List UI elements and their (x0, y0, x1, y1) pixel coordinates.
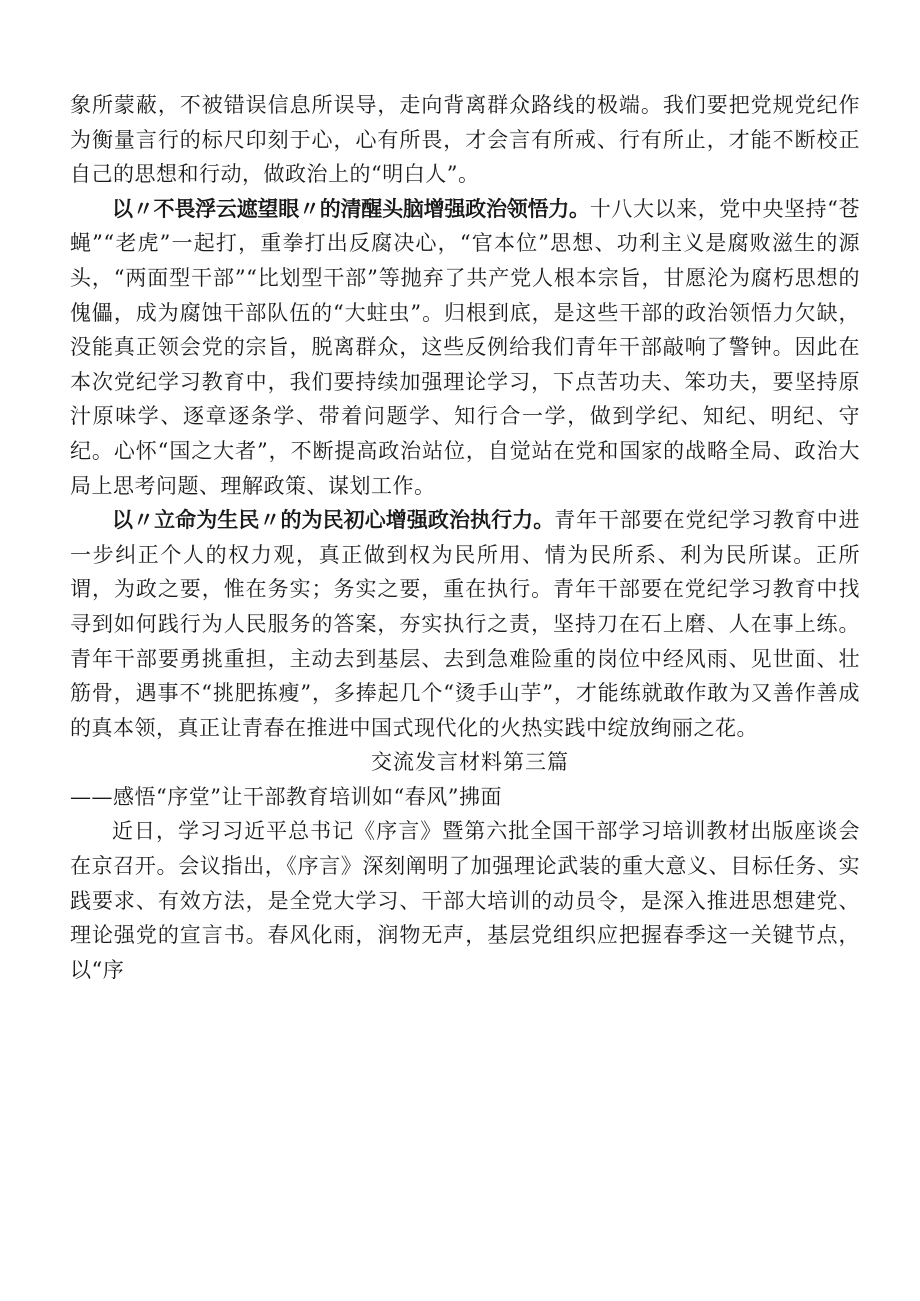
paragraph-text: 象所蒙蔽，不被错误信息所误导，走向背离群众路线的极端。我们要把党规党纪作为衡量言行的标尺印刻于心，心有所畏，才会言有所戒、行有所止，才能不断校正自己的思想和行动，做政治上的“明白人”。 (70, 93, 860, 187)
paragraph-political-execution (70, 503, 860, 745)
paragraph-final (70, 814, 860, 987)
section-subtitle: ——感悟“序堂”让干部教育培训如“春风”拂面 (70, 784, 502, 809)
section-title: 交流发言材料第三篇 (371, 750, 569, 775)
paragraph-text: 青年干部要在党纪学习教育中进一步纠正个人的权力观，真正做到权为民所用、情为民所系、利为民所谋。正所谓，为政之要，惟在务实；务实之要，重在执行。青年干部要在党纪学习教育中找寻到如何践行为人民服务的答案，夯实执行之责，坚持刀在石上磨、人在事上练。青年干部要勇挑重担，主动去到基层、去到急难险重的岗位中经风雨、见世面、壮筋骨，遇事不“挑肥拣瘦”，多捧起几个“烫手山芋”，才能练就敢作敢为又善作善成的真本领，真正让青春在推进中国式现代化的火热实践中绽放绚丽之花。 (70, 508, 860, 740)
paragraph-lead-heading: 以〃不畏浮云遮望眼〃的清醒头脑增强政治领悟力。 (112, 196, 590, 221)
paragraph-lead-heading: 以〃立命为生民〃的为民初心增强政治执行力。 (112, 508, 555, 533)
paragraph-text: 近日，学习习近平总书记《序言》暨第六批全国干部学习培训教材出版座谈会在京召开。会议指出，《序言》深刻阐明了加强理论武装的重大意义、目标任务、实践要求、有效方法，是全党大学习、干部大培训的动员令，是深入推进思想建党、理论强党的宣言书。春风化雨，润物无声，基层党组织应把握春季这一关键节点，以“序 (70, 819, 860, 982)
paragraph-text: 十八大以来，党中央坚持“苍蝇”“老虎”一起打，重拳打出反腐决心，“官本位”思想、功利主义是腐败滋生的源头，“两面型干部”“比划型干部”等抛弃了共产党人根本宗旨，甘愿沦为腐朽思想的傀儡，成为腐蚀干部队伍的“大蛀虫”。归根到底，是这些干部的政治领悟力欠缺，没能真正领会党的宗旨，脱离群众，这些反例给我们青年干部敲响了警钟。因此在本次党纪学习教育中，我们要持续加强理论学习，下点苦功夫、笨功夫，要坚持原汁原味学、逐章逐条学、带着问题学、知行合一学，做到学纪、知纪、明纪、守纪。心怀“国之大者”，不断提高政治站位，自觉站在党和国家的战略全局、政治大局上思考问题、理解政策、谋划工作。 (70, 196, 860, 498)
document-page (70, 88, 860, 987)
paragraph-continuation (70, 88, 860, 192)
paragraph-political-comprehension (70, 192, 860, 503)
